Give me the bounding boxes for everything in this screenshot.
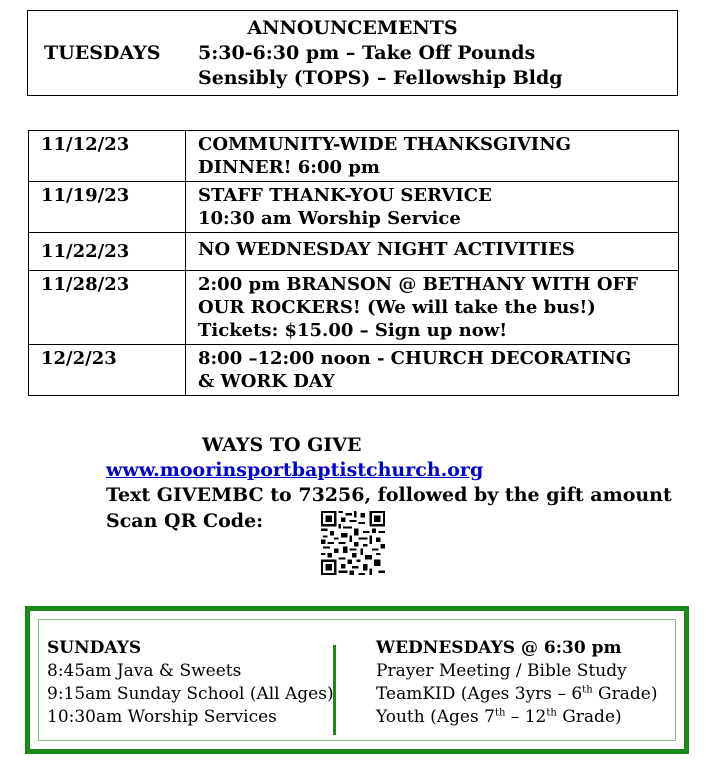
event-date: 11/28/23: [29, 271, 186, 345]
event-line: 2:00 pm BRANSON @ BETHANY WITH OFF: [198, 274, 639, 295]
ways-to-give-title: WAYS TO GIVE: [202, 434, 362, 456]
announcement-line-2: Sensibly (TOPS) – Fellowship Bldg: [198, 67, 563, 89]
list-item: 9:15am Sunday School (All Ages): [47, 684, 334, 704]
announcement-line-1: 5:30-6:30 pm – Take Off Pounds: [198, 42, 536, 64]
event-description: [186, 233, 679, 271]
wednesdays-heading: WEDNESDAYS @ 6:30 pm: [376, 638, 622, 658]
wednesdays-column: [376, 637, 657, 729]
event-line: COMMUNITY-WIDE THANKSGIVING: [198, 134, 572, 155]
event-line: NO WEDNESDAY NIGHT ACTIVITIES: [198, 239, 575, 260]
item-text: Grade): [556, 707, 622, 727]
event-description: [186, 345, 679, 396]
list-item: 8:45am Java & Sweets: [47, 661, 242, 681]
event-date: 11/19/23: [29, 182, 186, 233]
event-line: 8:00 –12:00 noon - CHURCH DECORATING: [198, 348, 632, 369]
event-line: STAFF THANK-YOU SERVICE: [198, 185, 492, 206]
list-item: [376, 683, 657, 706]
event-line: OUR ROCKERS! (We will take the bus!): [198, 297, 596, 318]
table-row: [29, 182, 679, 233]
event-date: 11/12/23: [29, 131, 186, 182]
event-date: 12/2/23: [29, 345, 186, 396]
event-description: [186, 131, 679, 182]
table-row: [29, 345, 679, 396]
item-text: TeamKID (Ages 3yrs – 6: [376, 684, 583, 704]
event-description: [186, 182, 679, 233]
announcements-box: [27, 10, 678, 96]
list-item: Prayer Meeting / Bible Study: [376, 661, 627, 681]
event-date: 11/22/23: [29, 233, 186, 271]
text-to-give: Text GIVEMBC to 73256, followed by the gift amount: [106, 484, 672, 506]
item-text: – 12: [505, 707, 547, 727]
sundays-heading: SUNDAYS: [47, 638, 142, 658]
item-text: Grade): [592, 684, 658, 704]
events-table: [28, 130, 679, 396]
announcement-day: TUESDAYS: [44, 42, 161, 64]
ordinal-suffix: th: [546, 707, 557, 719]
ordinal-suffix: th: [582, 684, 593, 696]
event-line: & WORK DAY: [198, 371, 335, 392]
event-line: 10:30 am Worship Service: [198, 208, 461, 229]
sundays-column: [47, 637, 334, 729]
event-line: Tickets: $15.00 – Sign up now!: [198, 320, 508, 341]
event-description: [186, 271, 679, 345]
qr-code-icon[interactable]: [318, 511, 388, 575]
scan-qr-label: Scan QR Code:: [106, 510, 264, 532]
list-item: 10:30am Worship Services: [47, 707, 277, 727]
table-row: [29, 233, 679, 271]
list-item: [376, 706, 657, 729]
church-website-link[interactable]: www.moorinsportbaptistchurch.org: [106, 459, 484, 481]
ordinal-suffix: th: [494, 707, 506, 719]
event-line: DINNER! 6:00 pm: [198, 157, 380, 178]
announcements-title: ANNOUNCEMENTS: [247, 17, 458, 39]
item-text: Youth (Ages 7: [376, 707, 495, 727]
table-row: [29, 131, 679, 182]
table-row: [29, 271, 679, 345]
